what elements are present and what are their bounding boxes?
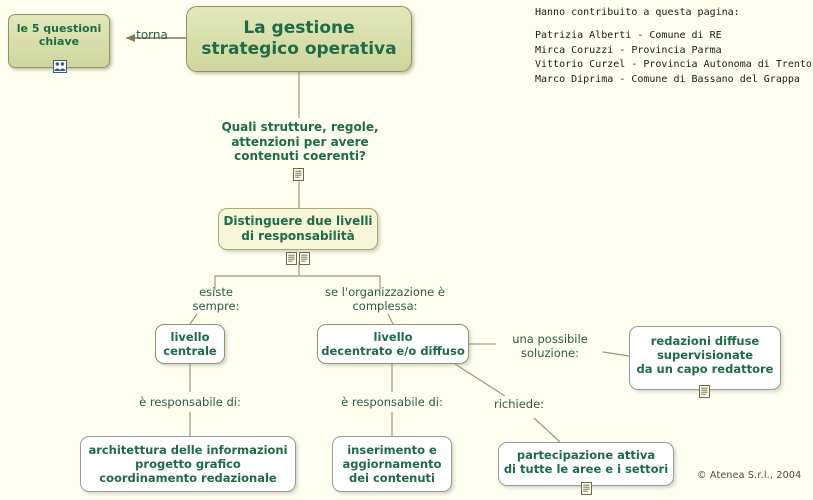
node-inserimento-line1: inserimento e <box>347 443 437 457</box>
node-livello-decentrato[interactable] <box>317 324 469 364</box>
node-five-questions-line1: le 5 questioni <box>16 22 102 35</box>
node-architettura-line2: progetto grafico <box>135 457 241 472</box>
node-question[interactable] <box>210 120 390 174</box>
note-icon <box>299 252 310 265</box>
credits-block <box>535 6 812 88</box>
node-livello-decentrato-line1: livello <box>373 330 413 344</box>
node-architettura-line3: coordinamento redazionale <box>99 471 277 486</box>
node-redazioni-line1: redazioni diffuse <box>650 334 760 348</box>
credits-person: Marco Diprima - Comune di Bassano del Grappa <box>535 74 800 86</box>
note-icon <box>286 252 297 265</box>
note-icon-partecipazione[interactable] <box>581 482 592 495</box>
note-icon <box>293 168 304 181</box>
edge-label-esiste-sempre <box>175 286 257 314</box>
people-icon[interactable] <box>53 58 67 77</box>
edge-label-possibile-soluzione-line1: una possibile <box>512 332 588 346</box>
node-title-line2: strategico operativa <box>201 39 397 59</box>
node-livello-centrale[interactable] <box>155 324 225 364</box>
node-distinguere-line2: di responsabilità <box>241 228 355 243</box>
node-question-line3: contenuti coerenti? <box>234 149 366 164</box>
credits-person: Patrizia Alberti - Comune di RE <box>535 29 722 41</box>
note-icons-distinguere[interactable] <box>286 252 310 265</box>
node-question-line1: Quali strutture, regole, <box>221 120 379 134</box>
note-icon <box>581 482 592 495</box>
node-inserimento[interactable] <box>332 436 452 492</box>
node-inserimento-line3: dei contenuti <box>349 471 435 486</box>
edge-label-se-complessa <box>310 286 460 314</box>
edge-label-esiste-sempre-line1: esiste <box>199 285 233 299</box>
node-redazioni-line3: da un capo redattore <box>636 362 774 377</box>
edge-label-responsabile-right: è responsabile di: <box>341 395 443 409</box>
edge-label-torna: torna <box>136 28 168 42</box>
edge-label-responsabile-left: è responsabile di: <box>139 395 241 409</box>
credits-heading: Hanno contribuito a questa pagina: <box>535 7 740 18</box>
edge-label-possibile-soluzione-line2: soluzione: <box>520 345 580 360</box>
credits-person: Vittorio Curzel - Provincia Autonoma di Trento <box>535 59 812 71</box>
node-redazioni-line2: supervisionate <box>656 348 754 363</box>
node-partecipazione[interactable] <box>498 442 674 486</box>
note-icon-redazioni[interactable] <box>699 385 710 398</box>
node-distinguere-line1: Distinguere due livelli <box>223 214 373 228</box>
node-livello-centrale-line2: centrale <box>163 344 217 359</box>
edge-label-se-complessa-line1: se l'organizzazione <box>325 285 435 299</box>
node-partecipazione-line2: di tutte le aree e i settori <box>503 462 669 477</box>
node-inserimento-line2: aggiornamento <box>342 457 442 472</box>
credits-person: Mirca Coruzzi - Provincia Parma <box>535 44 722 56</box>
node-question-line2: attenzioni per avere <box>231 134 369 149</box>
node-livello-centrale-line1: livello <box>170 330 210 344</box>
note-icon-question[interactable] <box>293 168 304 181</box>
node-redazioni-diffuse[interactable] <box>629 326 781 390</box>
node-title-line1: La gestione <box>243 18 355 39</box>
node-partecipazione-line1: partecipazione attiva <box>516 448 656 462</box>
edge-label-esiste-sempre-line2: sempre: <box>192 298 240 313</box>
note-icon <box>699 385 710 398</box>
node-five-questions-line2: chiave <box>38 35 80 49</box>
node-architettura[interactable] <box>80 436 296 492</box>
node-title[interactable] <box>186 6 412 72</box>
edge-label-possibile-soluzione <box>497 333 603 361</box>
node-distinguere[interactable] <box>218 208 378 250</box>
node-livello-decentrato-line2: decentrato e/o diffuso <box>321 344 465 359</box>
edge-label-se-complessa-line2: è complessa: <box>352 285 445 313</box>
node-architettura-line1: architettura delle informazioni <box>88 443 288 457</box>
copyright-notice: © Atenea S.r.l., 2004 <box>697 470 802 481</box>
edge-label-richiede: richiede: <box>493 397 545 411</box>
